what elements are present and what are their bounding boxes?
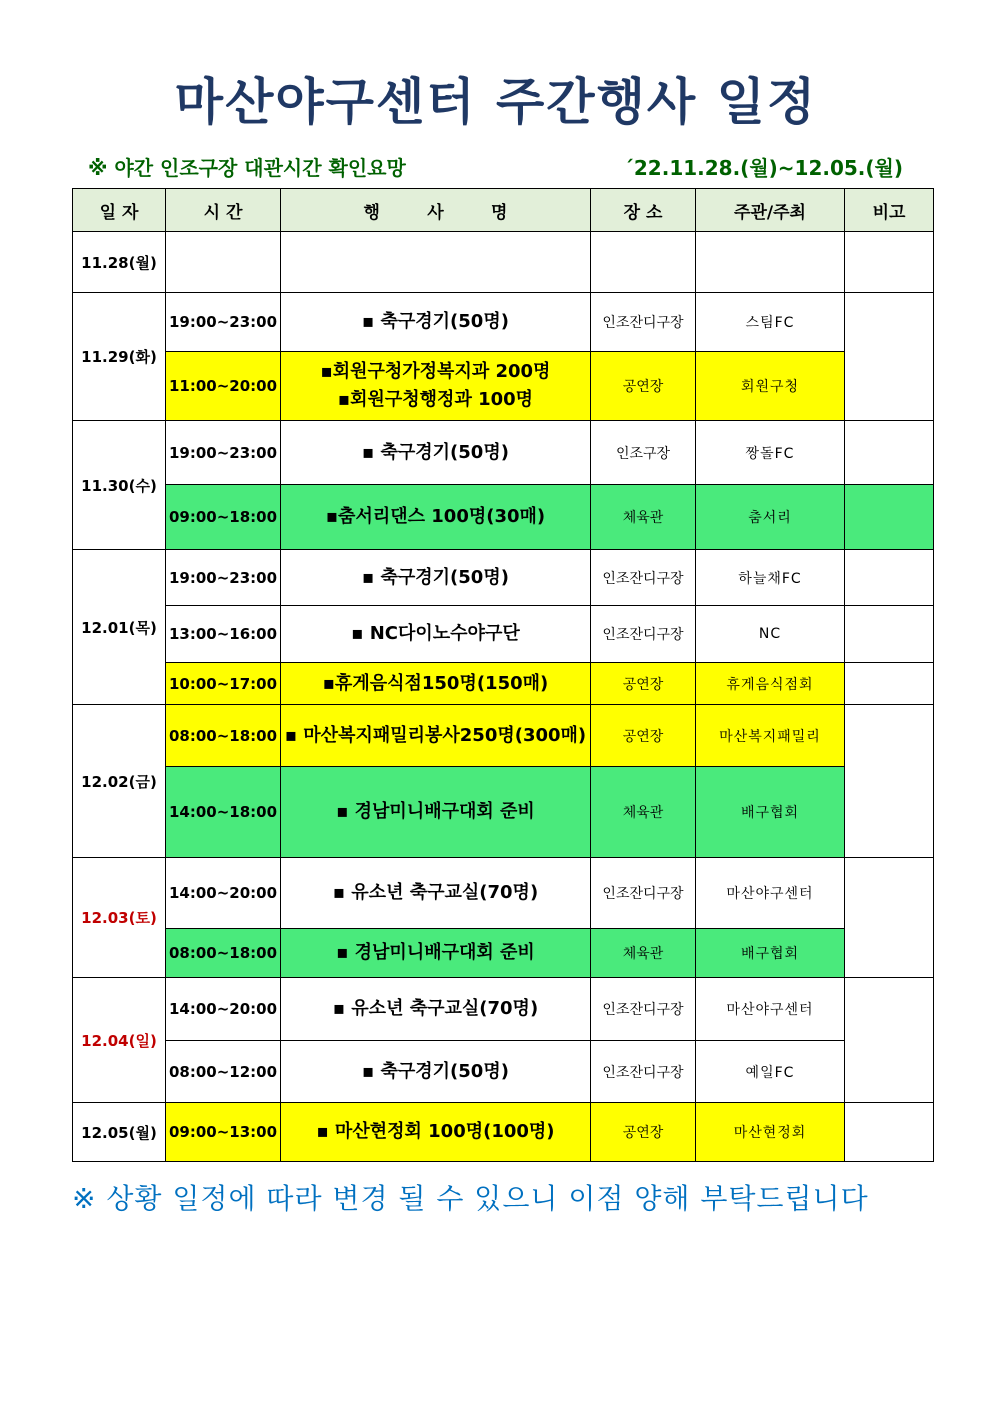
time-cell: 08:00~12:00 [166, 1041, 281, 1103]
table-row [73, 1041, 934, 1103]
date-cell: 12.05(월) [73, 1103, 166, 1162]
time-cell: 14:00~20:00 [166, 978, 281, 1041]
notice-text: ※ 야간 인조구장 대관시간 확인요망 [88, 156, 406, 180]
footer-notice: ※ 상황 일정에 따라 변경 될 수 있으니 이점 양해 부탁드립니다 [72, 1182, 869, 1215]
host-cell: 하늘채FC [696, 550, 845, 606]
event-cell [281, 352, 591, 421]
note-cell [845, 1103, 934, 1162]
host-cell: 휴게음식점회 [696, 663, 845, 705]
event-cell: ▪ 마산복지패밀리봉사250명(300매) [281, 705, 591, 767]
event-line: ▪회원구청행정과 100명 [337, 389, 534, 410]
table-row [73, 929, 934, 978]
place-cell: 인조잔디구장 [591, 550, 696, 606]
date-cell: 11.29(화) [73, 293, 166, 421]
header-time: 시 간 [166, 189, 281, 232]
note-cell [845, 663, 934, 705]
notice-line [88, 152, 903, 182]
host-cell: 마산야구센터 [696, 858, 845, 929]
place-cell: 공연장 [591, 705, 696, 767]
time-cell: 19:00~23:00 [166, 293, 281, 352]
schedule-table [72, 188, 934, 1162]
event-cell: ▪ 축구경기(50명) [281, 550, 591, 606]
place-cell: 체육관 [591, 485, 696, 550]
table-row [73, 1103, 934, 1162]
time-cell: 14:00~20:00 [166, 858, 281, 929]
date-cell: 12.02(금) [73, 705, 166, 858]
header-date: 일 자 [73, 189, 166, 232]
table-row [73, 978, 934, 1041]
host-cell: 마산야구센터 [696, 978, 845, 1041]
host-cell: 배구협회 [696, 767, 845, 858]
host-cell: NC [696, 606, 845, 663]
table-row [73, 232, 934, 293]
table-row [73, 421, 934, 485]
table-row [73, 663, 934, 705]
place-cell: 인조잔디구장 [591, 293, 696, 352]
note-cell [845, 705, 934, 858]
time-cell: 14:00~18:00 [166, 767, 281, 858]
date-cell: 11.30(수) [73, 421, 166, 550]
page-title: 마산야구센터 주간행사 일정 [174, 73, 818, 131]
table-row [73, 550, 934, 606]
table-row [73, 767, 934, 858]
place-cell [591, 232, 696, 293]
header-note: 비고 [845, 189, 934, 232]
time-cell: 08:00~18:00 [166, 705, 281, 767]
event-cell: ▪ 마산현정회 100명(100명) [281, 1103, 591, 1162]
place-cell: 인조잔디구장 [591, 1041, 696, 1103]
event-cell [281, 232, 591, 293]
note-cell [845, 485, 934, 550]
event-cell: ▪ 유소년 축구교실(70명) [281, 978, 591, 1041]
time-cell [166, 232, 281, 293]
note-cell [845, 293, 934, 421]
place-cell: 공연장 [591, 1103, 696, 1162]
header-row [73, 189, 934, 232]
event-cell: ▪ NC다이노수야구단 [281, 606, 591, 663]
date-cell: 11.28(월) [73, 232, 166, 293]
event-cell: ▪휴게음식점150명(150매) [281, 663, 591, 705]
host-cell [696, 232, 845, 293]
place-cell: 인조잔디구장 [591, 606, 696, 663]
note-cell [845, 858, 934, 978]
time-cell: 11:00~20:00 [166, 352, 281, 421]
place-cell: 공연장 [591, 352, 696, 421]
date-cell: 12.04(일) [73, 978, 166, 1103]
table-row [73, 352, 934, 421]
time-cell: 19:00~23:00 [166, 550, 281, 606]
table-row [73, 606, 934, 663]
place-cell: 체육관 [591, 767, 696, 858]
date-range: ´22.11.28.(월)~12.05.(월) [623, 156, 903, 180]
time-cell: 10:00~17:00 [166, 663, 281, 705]
date-cell: 12.03(토) [73, 858, 166, 978]
host-cell: 마산복지패밀리 [696, 705, 845, 767]
event-cell: ▪춤서리댄스 100명(30매) [281, 485, 591, 550]
time-cell: 13:00~16:00 [166, 606, 281, 663]
event-cell: ▪ 유소년 축구교실(70명) [281, 858, 591, 929]
event-cell: ▪ 축구경기(50명) [281, 293, 591, 352]
event-line: ▪회원구청가정복지과 200명 [320, 361, 551, 382]
host-cell: 스팀FC [696, 293, 845, 352]
table-row [73, 485, 934, 550]
table-row [73, 293, 934, 352]
place-cell: 체육관 [591, 929, 696, 978]
note-cell [845, 978, 934, 1103]
note-cell [845, 232, 934, 293]
place-cell: 인조잔디구장 [591, 858, 696, 929]
time-cell: 09:00~18:00 [166, 485, 281, 550]
note-cell [845, 550, 934, 606]
note-cell [845, 421, 934, 485]
time-cell: 19:00~23:00 [166, 421, 281, 485]
host-cell: 예일FC [696, 1041, 845, 1103]
time-cell: 08:00~18:00 [166, 929, 281, 978]
place-cell: 인조구장 [591, 421, 696, 485]
event-cell: ▪ 경남미니배구대회 준비 [281, 767, 591, 858]
host-cell: 마산현정회 [696, 1103, 845, 1162]
place-cell: 공연장 [591, 663, 696, 705]
note-cell [845, 606, 934, 663]
host-cell: 짱돌FC [696, 421, 845, 485]
date-cell: 12.01(목) [73, 550, 166, 705]
header-place: 장 소 [591, 189, 696, 232]
place-cell: 인조잔디구장 [591, 978, 696, 1041]
host-cell: 춤서리 [696, 485, 845, 550]
header-host: 주관/주최 [696, 189, 845, 232]
host-cell: 회원구청 [696, 352, 845, 421]
host-cell: 배구협회 [696, 929, 845, 978]
table-row [73, 705, 934, 767]
event-cell: ▪ 축구경기(50명) [281, 421, 591, 485]
header-event: 행 사 명 [281, 189, 591, 232]
event-cell: ▪ 축구경기(50명) [281, 1041, 591, 1103]
table-row [73, 858, 934, 929]
time-cell: 09:00~13:00 [166, 1103, 281, 1162]
event-cell: ▪ 경남미니배구대회 준비 [281, 929, 591, 978]
